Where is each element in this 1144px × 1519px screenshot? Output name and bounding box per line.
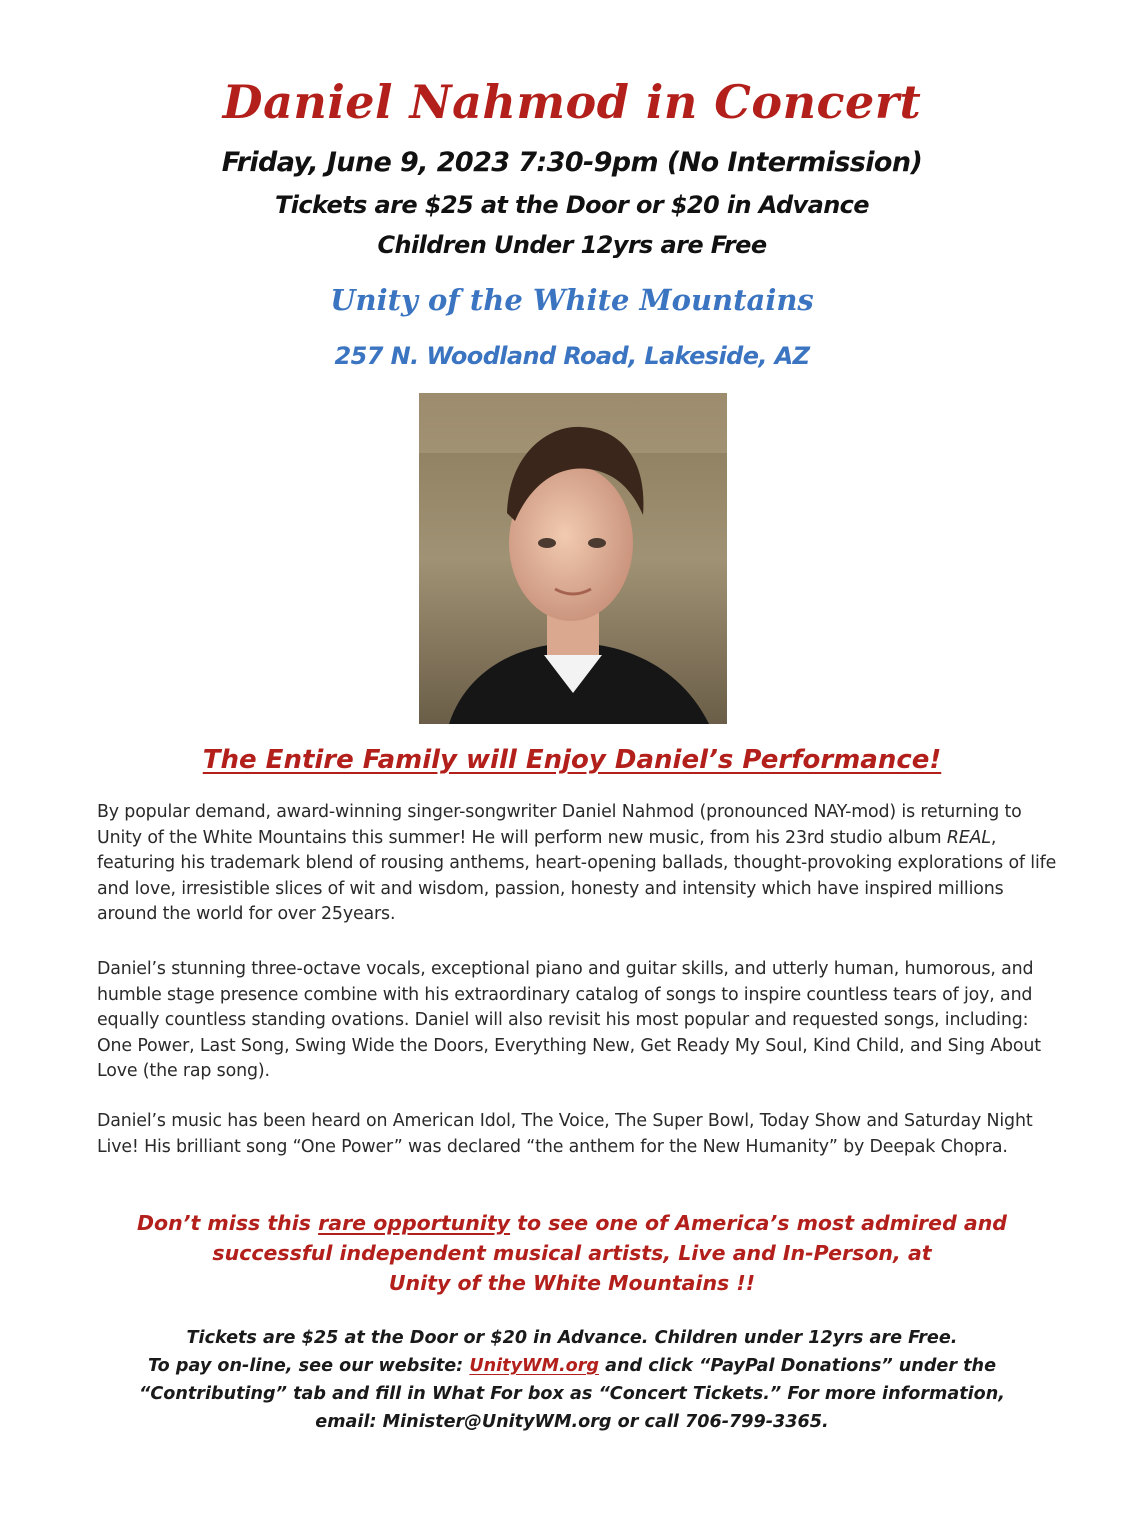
album-title: REAL — [946, 827, 991, 848]
website-link[interactable]: UnityWM.org — [469, 1356, 600, 1376]
callout-message — [60, 1208, 1084, 1298]
paragraph-performance: Daniel’s stunning three-octave vocals, exceptional piano and guitar skills, and utterly human, humorous, and humble stage presence combine with his extraordinary catalog of songs to inspire countless tears of joy, and equally countless standing ovations. Daniel will also revisit his most popular and requested songs, including: One Power, Last Song, Swing Wide the Doors, Everything New, Get Ready My Soul, Kind Child, and Sing About Love (the rap song). — [97, 959, 1041, 1081]
tagline-heading — [0, 742, 1144, 778]
venue-name: Unity of the White Mountains — [330, 283, 814, 317]
footer-line-2-post: and click “PayPal Donations” under the — [599, 1356, 997, 1376]
tagline-text: The Entire Family will Enjoy Daniel’s Performance! — [202, 745, 942, 775]
ticket-info-footer — [60, 1324, 1084, 1436]
event-date-time: Friday, June 9, 2023 7:30-9pm (No Intermission) — [221, 147, 923, 178]
callout-post: to see one of America’s most admired and — [510, 1211, 1007, 1235]
callout-underlined: rare opportunity — [318, 1211, 511, 1235]
callout-pre: Don’t miss this — [137, 1211, 319, 1235]
footer-line-3: “Contributing” tab and fill in What For box as “Concert Tickets.” For more information, — [139, 1384, 1005, 1404]
paragraph-intro-text-1: By popular demand, award-winning singer-songwriter Daniel Nahmod (pronounced NAY-mod) is returning to Unity of the White Mountains this summer! He will perform new music, from his 23rd studio album — [97, 802, 1022, 848]
venue-address: 257 N. Woodland Road, Lakeside, AZ — [334, 342, 810, 370]
callout-line-1 — [60, 1208, 1084, 1238]
callout-line-2: successful independent musical artists, Live and In-Person, at — [212, 1241, 932, 1265]
footer-line-2 — [60, 1352, 1084, 1380]
page-title: Daniel Nahmod in Concert — [222, 75, 922, 129]
paragraph-appearances: Daniel’s music has been heard on American Idol, The Voice, The Super Bowl, Today Show and Saturday Night Live! His brilliant song “One Power” was declared “the anthem for the New Humanity” by Deepak Chopra. — [97, 1111, 1033, 1157]
footer-line-1: Tickets are $25 at the Door or $20 in Advance. Children under 12yrs are Free. — [186, 1328, 958, 1348]
footer-line-2-pre: To pay on-line, see our website: — [147, 1356, 470, 1376]
footer-line-4: email: Minister@UnityWM.org or call 706-799-3365. — [315, 1412, 829, 1432]
portrait-illustration — [419, 393, 727, 724]
paragraph-intro-text-2: , featuring his trademark blend of rousing anthems, heart-opening ballads, thought-provoking explorations of life and love, irresistible slices of wit and wisdom, passion, honesty and intensity which have inspired millions around the world for over 25years. — [97, 827, 1057, 924]
ticket-price: Tickets are $25 at the Door or $20 in Advance — [275, 191, 869, 219]
portrait-photo — [419, 393, 727, 724]
callout-line-3: Unity of the White Mountains !! — [388, 1271, 756, 1295]
paragraph-intro — [97, 800, 1057, 928]
children-free-note: Children Under 12yrs are Free — [377, 231, 767, 259]
